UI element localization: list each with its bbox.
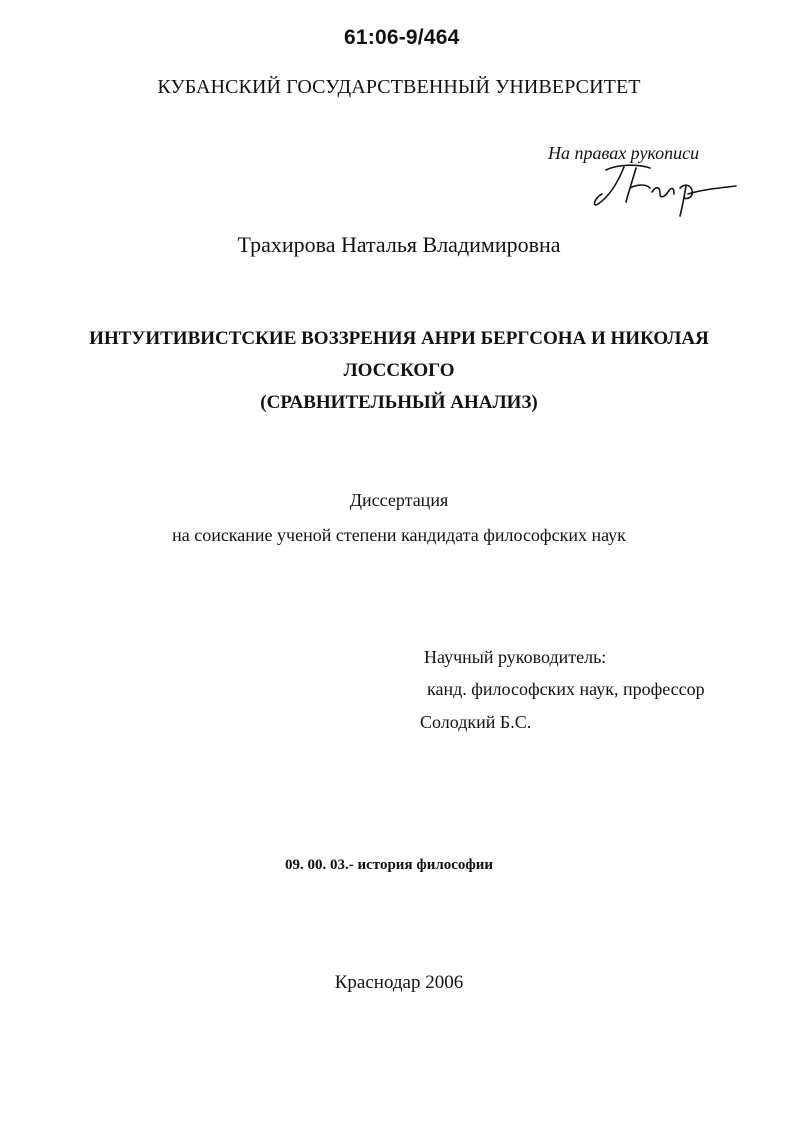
title-line: ЛОССКОГО (343, 360, 455, 381)
dissertation-title (0, 323, 798, 419)
author-name: Трахирова Наталья Владимировна (237, 232, 561, 257)
handwritten-signature (588, 158, 738, 218)
supervisor-label: Научный руководитель: (424, 647, 607, 667)
archive-code: 61:06-9/464 (344, 26, 460, 49)
supervisor-name: Солодкий Б.С. (420, 712, 532, 732)
specialty-code: 09. 00. 03.- история философии (285, 857, 494, 873)
title-line: ИНТУИТИВИСТСКИЕ ВОЗЗРЕНИЯ АНРИ БЕРГСОНА И НИКОЛАЯ (89, 328, 709, 349)
manuscript-rights-note: На правах рукописи (548, 143, 700, 163)
university-name: КУБАНСКИЙ ГОСУДАРСТВЕННЫЙ УНИВЕРСИТЕТ (157, 76, 641, 98)
place-and-year: Краснодар 2006 (334, 972, 464, 993)
degree-statement: на соискание ученой степени кандидата философских наук (172, 525, 626, 545)
title-line: (СРАВНИТЕЛЬНЫЙ АНАЛИЗ) (260, 392, 538, 413)
document-type: Диссертация (349, 490, 449, 510)
supervisor-rank: канд. философских наук, профессор (427, 679, 705, 699)
